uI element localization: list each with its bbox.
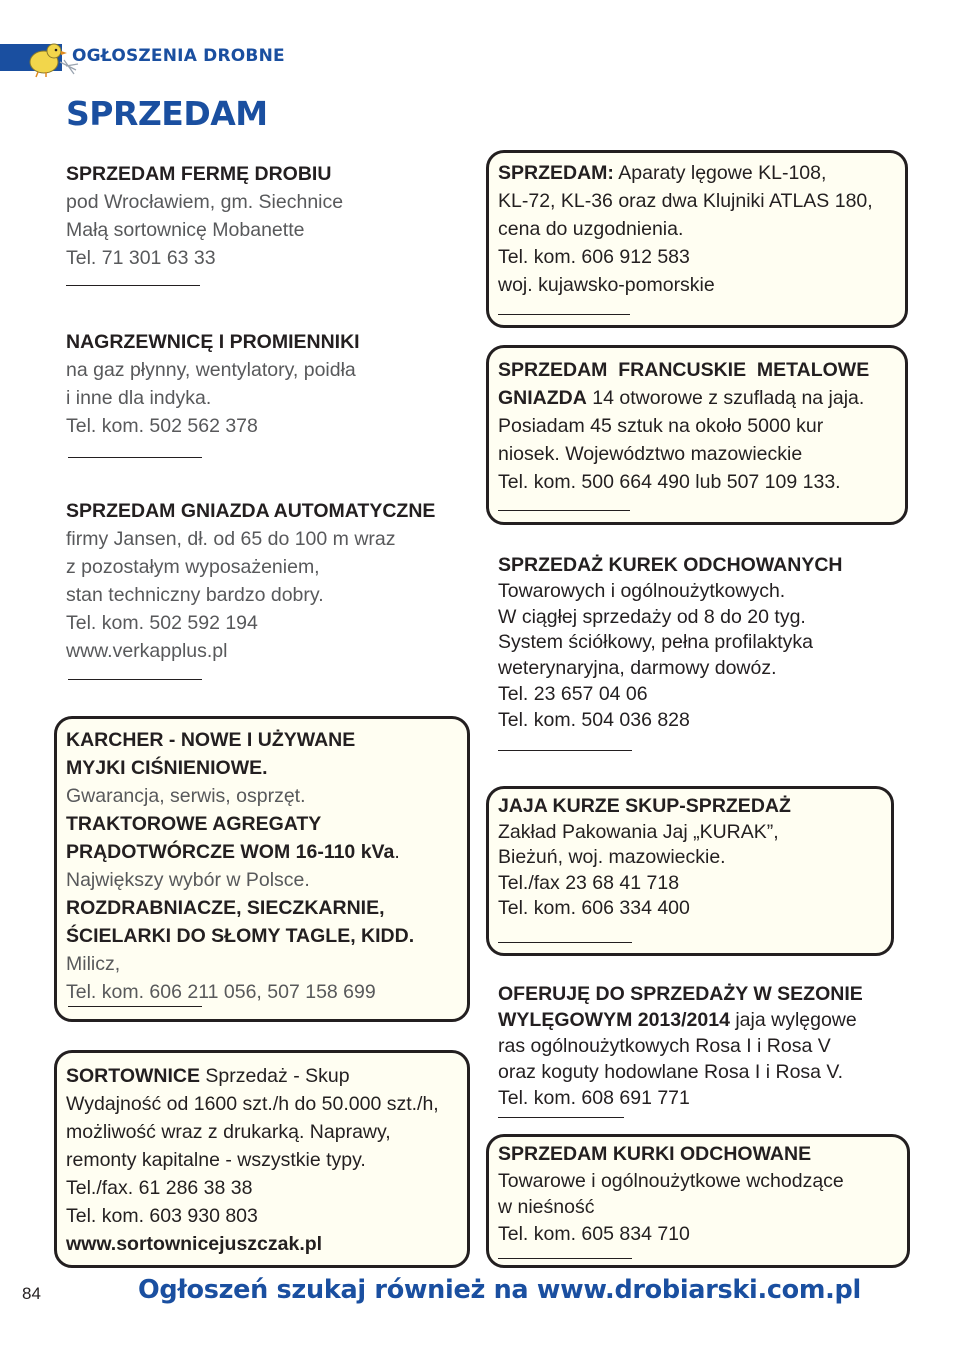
ad-text: możliwość wraz z drukarką. Naprawy,	[66, 1121, 391, 1143]
ad-text: niosek. Województwo mazowieckie	[498, 443, 803, 465]
ad-text: Wydajność od 1600 szt./h do 50.000 szt./h,	[66, 1093, 439, 1115]
ad-nagrzewnice	[66, 328, 360, 440]
divider	[498, 750, 632, 751]
ad-phone: Tel./fax 23 68 41 718	[498, 871, 680, 894]
ad-kurki-odchowane	[498, 553, 843, 734]
ad-text: Sprzedaż - Skup	[199, 1065, 350, 1087]
ad-text: jaja wylęgowe	[729, 1009, 857, 1031]
ad-title: PRĄDOTWÓRCZE WOM 16-110 kVa	[66, 841, 395, 863]
ad-title: SPRZEDAM FRANCUSKIE METALOWE	[498, 359, 870, 381]
ad-phone: Tel. kom. 606 912 583	[498, 246, 690, 268]
ad-text: Zakład Pakowania Jaj „KURAK”,	[498, 820, 779, 843]
ad-text: Gwarancja, serwis, osprzęt.	[66, 785, 306, 807]
ad-title: JAJA KURZE SKUP-SPRZEDAŻ	[498, 795, 791, 817]
ad-text: 14 otworowe z szufladą na jaja.	[586, 387, 865, 409]
ad-title: SPRZEDAM KURKI ODCHOWANE	[498, 1143, 812, 1165]
ad-phone: Tel. kom. 502 592 194	[66, 612, 258, 634]
ad-francuskie-gniazda	[498, 356, 869, 496]
ad-karcher	[66, 726, 414, 1006]
ad-text: firmy Jansen, dł. od 65 do 100 m wraz	[66, 528, 396, 550]
page-title: SPRZEDAM	[66, 94, 268, 133]
divider	[498, 942, 632, 943]
ad-title: SPRZEDAM:	[498, 162, 614, 184]
divider	[68, 457, 202, 458]
ad-phone: Tel./fax. 61 286 38 38	[66, 1177, 253, 1199]
ad-ferma-drobiu	[66, 160, 343, 272]
ad-website: www.sortownicejuszczak.pl	[66, 1233, 323, 1255]
ad-phone: Tel. 23 657 04 06	[498, 682, 648, 705]
ad-text: Milicz,	[66, 953, 121, 975]
ad-website: www.verkapplus.pl	[66, 640, 228, 662]
page-number: 84	[22, 1284, 41, 1303]
ad-title: TRAKTOROWE AGREGATY	[66, 813, 322, 835]
ad-phone: Tel. kom. 608 691 771	[498, 1087, 690, 1109]
ad-jaja-kurze	[498, 794, 791, 922]
ad-text: na gaz płynny, wentylatory, poidła	[66, 359, 356, 381]
ad-sortownice	[66, 1062, 439, 1258]
section-label: OGŁOSZENIA DROBNE	[72, 46, 285, 66]
divider	[498, 1117, 624, 1118]
ad-title: OFERUJĘ DO SPRZEDAŻY W SEZONIE	[498, 983, 863, 1005]
ad-gniazda-automatyczne	[66, 497, 435, 665]
ad-text: stan techniczny bardzo dobry.	[66, 584, 324, 606]
ad-text: W ciągłej sprzedaży od 8 do 20 tyg.	[498, 605, 806, 628]
divider	[498, 510, 630, 511]
ad-text: Towarowych i ogólnoużytkowych.	[498, 579, 786, 602]
ad-phone: Tel. kom. 504 036 828	[498, 708, 690, 731]
ad-phone: Tel. kom. 500 664 490 lub 507 109 133.	[498, 471, 841, 493]
chick-icon	[20, 38, 80, 78]
ad-text: remonty kapitalne - wszystkie typy.	[66, 1149, 366, 1171]
ad-text: z pozostałym wyposażeniem,	[66, 556, 320, 578]
ad-title: SPRZEDAM GNIAZDA AUTOMATYCZNE	[66, 500, 436, 522]
divider	[498, 314, 630, 315]
divider	[498, 1258, 632, 1259]
ad-title: SORTOWNICE	[66, 1065, 200, 1087]
ad-text: Towarowe i ogólnoużytkowe wchodzące	[498, 1169, 844, 1192]
ad-phone: Tel. kom. 606 334 400	[498, 897, 690, 919]
ad-phone: Tel. 71 301 63 33	[66, 247, 216, 269]
ad-title: MYJKI CIŚNIENIOWE.	[66, 757, 268, 779]
divider	[68, 679, 202, 680]
ad-text: w nieśność	[498, 1196, 595, 1218]
ad-text: System ściółkowy, pełna profilaktyka	[498, 631, 814, 654]
ad-title: NAGRZEWNICĘ I PROMIENNIKI	[66, 331, 360, 353]
ad-text: Największy wybór w Polsce.	[66, 869, 310, 891]
ad-title: SPRZEDAŻ KUREK ODCHOWANYCH	[498, 554, 843, 576]
ad-title: ROZDRABNIACZE, SIECZKARNIE,	[66, 897, 385, 919]
ad-phone: Tel. kom. 605 834 710	[498, 1222, 690, 1245]
ad-title: KARCHER - NOWE I UŻYWANE	[66, 729, 356, 751]
ad-text: KL-72, KL-36 oraz dwa Klujniki ATLAS 180,	[498, 190, 873, 212]
ad-text: Aparaty lęgowe KL-108,	[613, 162, 827, 184]
footer-promo: Ogłoszeń szukaj również na www.drobiarski.com.pl	[138, 1275, 861, 1305]
ad-phone: Tel. kom. 502 562 378	[66, 415, 258, 437]
ad-text: ras ogólnoużytkowych Rosa I i Rosa V	[498, 1035, 831, 1057]
ad-text: weterynaryjna, darmowy dowóz.	[498, 657, 777, 680]
ad-text: Małą sortownicę Mobanette	[66, 219, 305, 241]
ad-jaja-wylegowe	[498, 981, 863, 1111]
ad-text: oraz koguty hodowlane Rosa I i Rosa V.	[498, 1061, 844, 1083]
ad-text: i inne dla indyka.	[66, 387, 212, 409]
ad-text: woj. kujawsko-pomorskie	[498, 274, 715, 296]
ad-title: WYLĘGOWYM 2013/2014	[498, 1009, 730, 1031]
ad-phone: Tel. kom. 603 930 803	[66, 1205, 258, 1227]
ad-phone: Tel. kom. 606 211 056, 507 158 699	[66, 981, 376, 1003]
ad-text: cena do uzgodnienia.	[498, 218, 684, 240]
ad-text: pod Wrocławiem, gm. Siechnice	[66, 191, 344, 213]
ad-title: SPRZEDAM FERMĘ DROBIU	[66, 163, 332, 185]
ad-aparaty-legowe	[498, 159, 873, 299]
ad-text: Posiadam 45 sztuk na około 5000 kur	[498, 415, 824, 437]
ad-kurki-odchowane-2	[498, 1141, 844, 1247]
ad-title: GNIAZDA	[498, 387, 587, 409]
ad-text: .	[394, 841, 400, 863]
divider	[68, 1006, 202, 1007]
ad-title: ŚCIELARKI DO SŁOMY TAGLE, KIDD.	[66, 925, 415, 947]
ad-text: Bieżuń, woj. mazowieckie.	[498, 846, 726, 868]
divider	[66, 285, 200, 286]
